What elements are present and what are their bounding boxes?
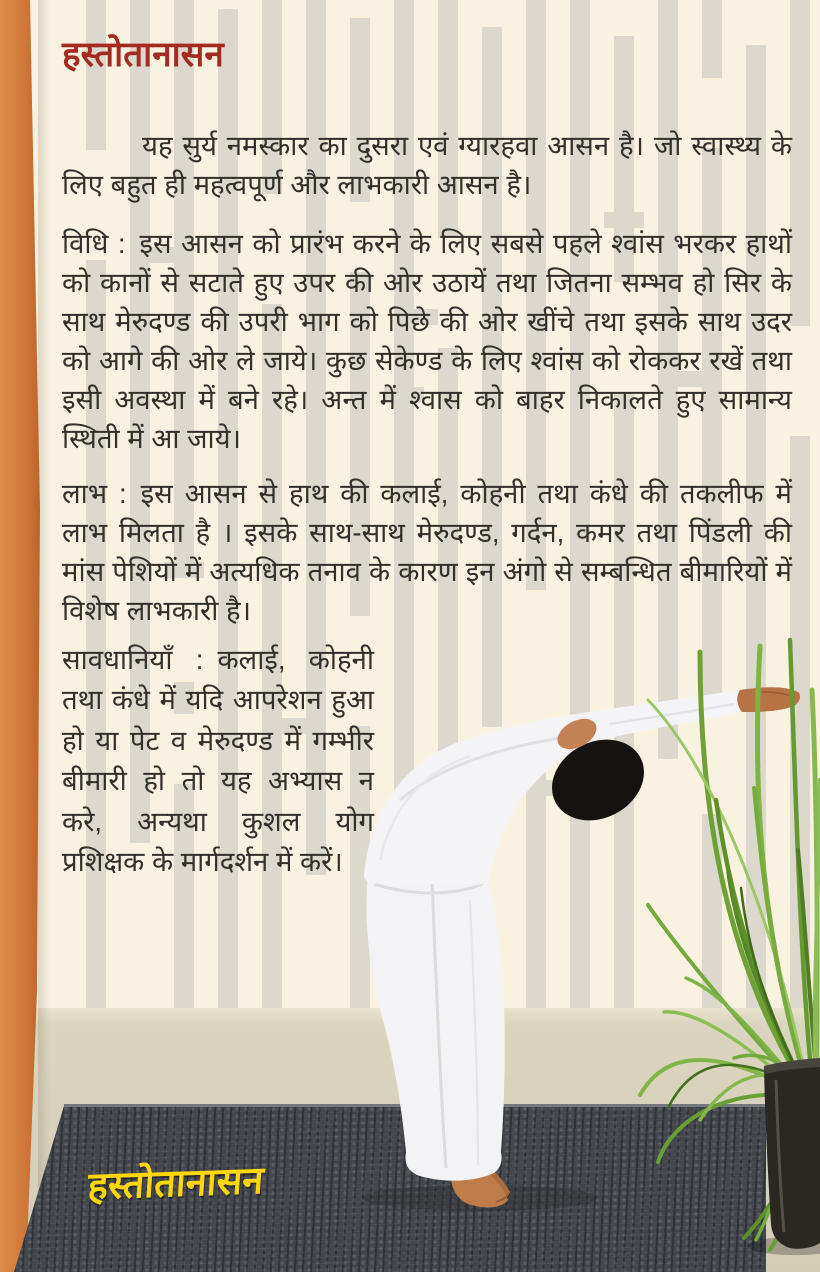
benefits-label: लाभ : (62, 477, 127, 509)
method-label: विधि : (62, 227, 126, 259)
method-section (62, 224, 792, 458)
precautions-section (62, 640, 374, 883)
mat-caption-label: हस्तोतानासन (86, 1159, 265, 1209)
intro-paragraph: यह सुर्य नमस्कार का दुसरा एवं ग्यारहवा आसन है। जो स्वास्थ्य के लिए बहुत ही महत्वपूर्ण और लाभकारी आसन है। (62, 129, 792, 200)
page-title: हस्तोतानासन (62, 35, 224, 74)
benefits-text: इस आसन से हाथ की कलाई, कोहनी तथा कंधे की तकलीफ में लाभ मिलता है । इसके साथ-साथ मेरुदण्ड, गर्दन, कमर तथा पिंडली की मांस पेशियों में अत्यधिक तनाव के कारण इन अंगो से सम्बन्धित बीमारियों में विशेष लाभकारी है। (62, 477, 792, 626)
precautions-label: सावधानियाँ : (62, 643, 204, 675)
method-text: इस आसन को प्रारंभ करने के लिए सबसे पहले श्वांस भरकर हाथों को कानों से सटाते हुए उपर की ओर उठायें तथा जितना सम्भव हो सिर के साथ मेरुदण्ड की उपरी भाग को पिछे की ओर खींचे तथा इसके साथ उदर को आगे की ओर ले जाये। कुछ सेकेण्ड के लिए श्वांस को रोककर रखें तथा इसी अवस्था में बने रहे। अन्त में श्वास को बाहर निकालते हुए सामान्य स्थिती में आ जाये। (62, 227, 792, 454)
benefits-section (62, 474, 792, 630)
precautions-text: कलाई, कोहनी तथा कंधे में यदि आपरेशन हुआ हो या पेट व मेरुदण्ड में गम्भीर बीमारी हो तो यह अभ्यास न करे, अन्यथा कुशल योग प्रशिक्षक के मार्गदर्शन में करें। (62, 643, 374, 877)
